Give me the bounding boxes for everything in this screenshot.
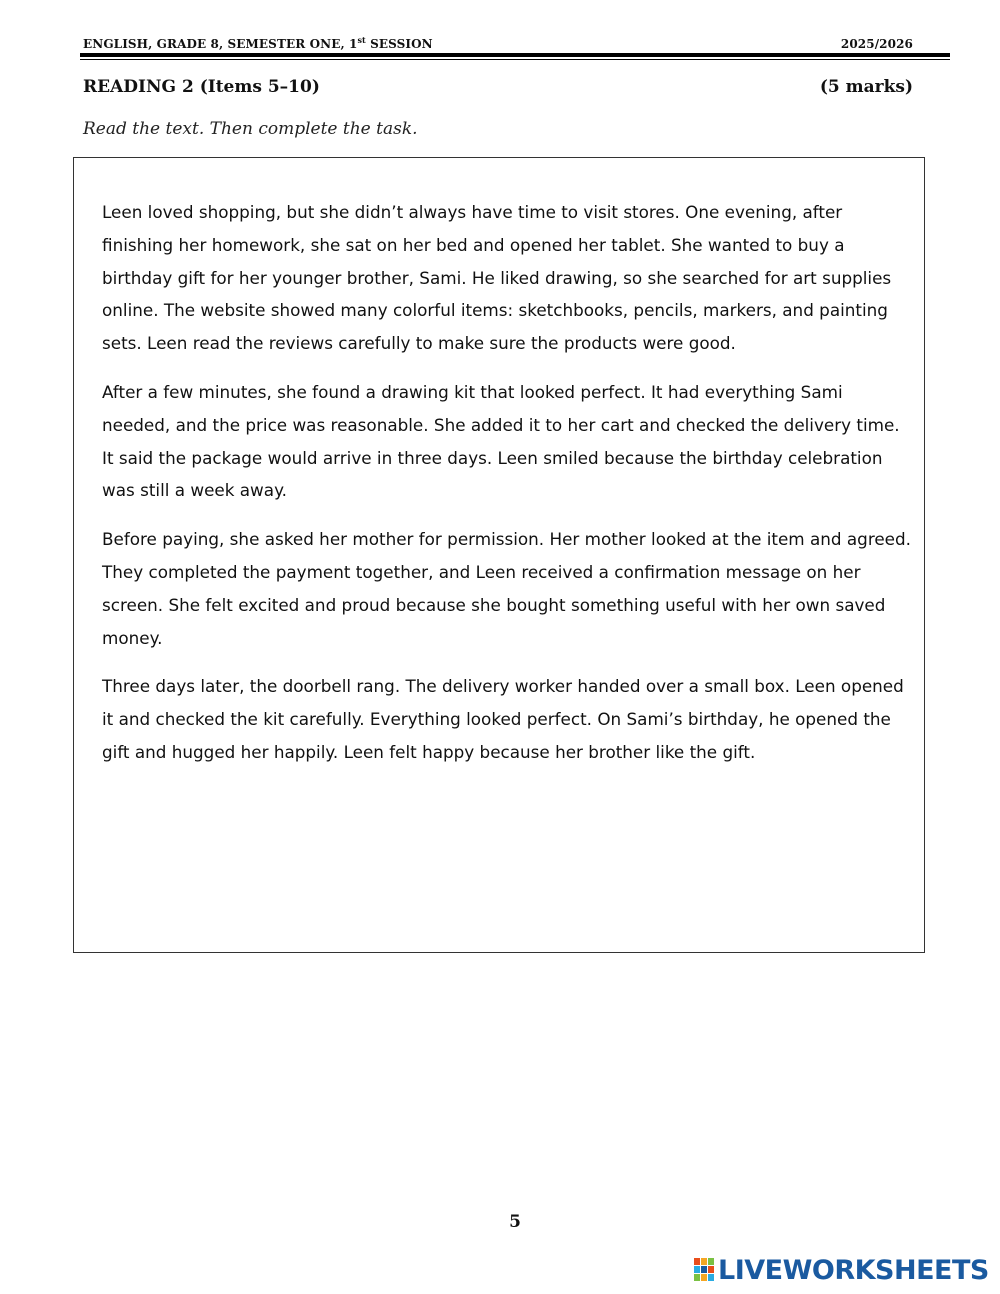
passage-paragraph-2: After a few minutes, she found a drawing kit that looked perfect. It had everything Sami needed, and the price was reasonable. She added it to her cart and checked the delivery time. It said the package would arrive in three days. Leen smiled because the birthday celebration was still a week away. xyxy=(102,381,900,501)
header-year: 2025/2026 xyxy=(840,37,913,51)
liveworksheets-logo[interactable] xyxy=(694,1254,989,1286)
header-rule-thin xyxy=(80,59,950,60)
header-course-label: ENGLISH, GRADE 8, SEMESTER ONE, 1st SESSION xyxy=(83,35,433,51)
logo-text: LIVEWORKSHEETS xyxy=(718,1254,989,1286)
page-header xyxy=(83,35,913,51)
page-number: 5 xyxy=(509,1212,521,1232)
section-heading xyxy=(83,77,913,97)
section-marks: (5 marks) xyxy=(819,77,913,97)
passage-paragraph-3: Before paying, she asked her mother for permission. Her mother looked at the item and agreed. They completed the payment together, and Leen received a confirmation message on her screen. She felt excited and proud because she bought something useful with her own saved money. xyxy=(102,529,911,648)
reading-passage xyxy=(102,196,914,785)
reading-passage-box xyxy=(73,157,925,953)
passage-paragraph-1: Leen loved shopping, but she didn’t always have time to visit stores. One evening, after finishing her homework, she sat on her bed and opened her tablet. She wanted to buy a birthday gift for her younger brother, Sami. He liked drawing, so she searched for art supplies online. The website showed many colorful items: sketchbooks, pencils, markers, and painting sets. Leen read the reviews carefully to make sure the products were good. xyxy=(102,202,892,354)
instruction-text: Read the text. Then complete the task. xyxy=(83,119,418,139)
passage-paragraph-4: Three days later, the doorbell rang. The delivery worker handed over a small box. Leen opened it and checked the kit carefully. Everything looked perfect. On Sami’s birthday, he opened the gift and hugged her happily. Leen felt happy because her brother like the gift. xyxy=(102,676,904,762)
section-title: READING 2 (Items 5–10) xyxy=(83,77,320,97)
header-rule-thick xyxy=(80,53,950,57)
liveworksheets-blocks-icon xyxy=(694,1258,716,1282)
